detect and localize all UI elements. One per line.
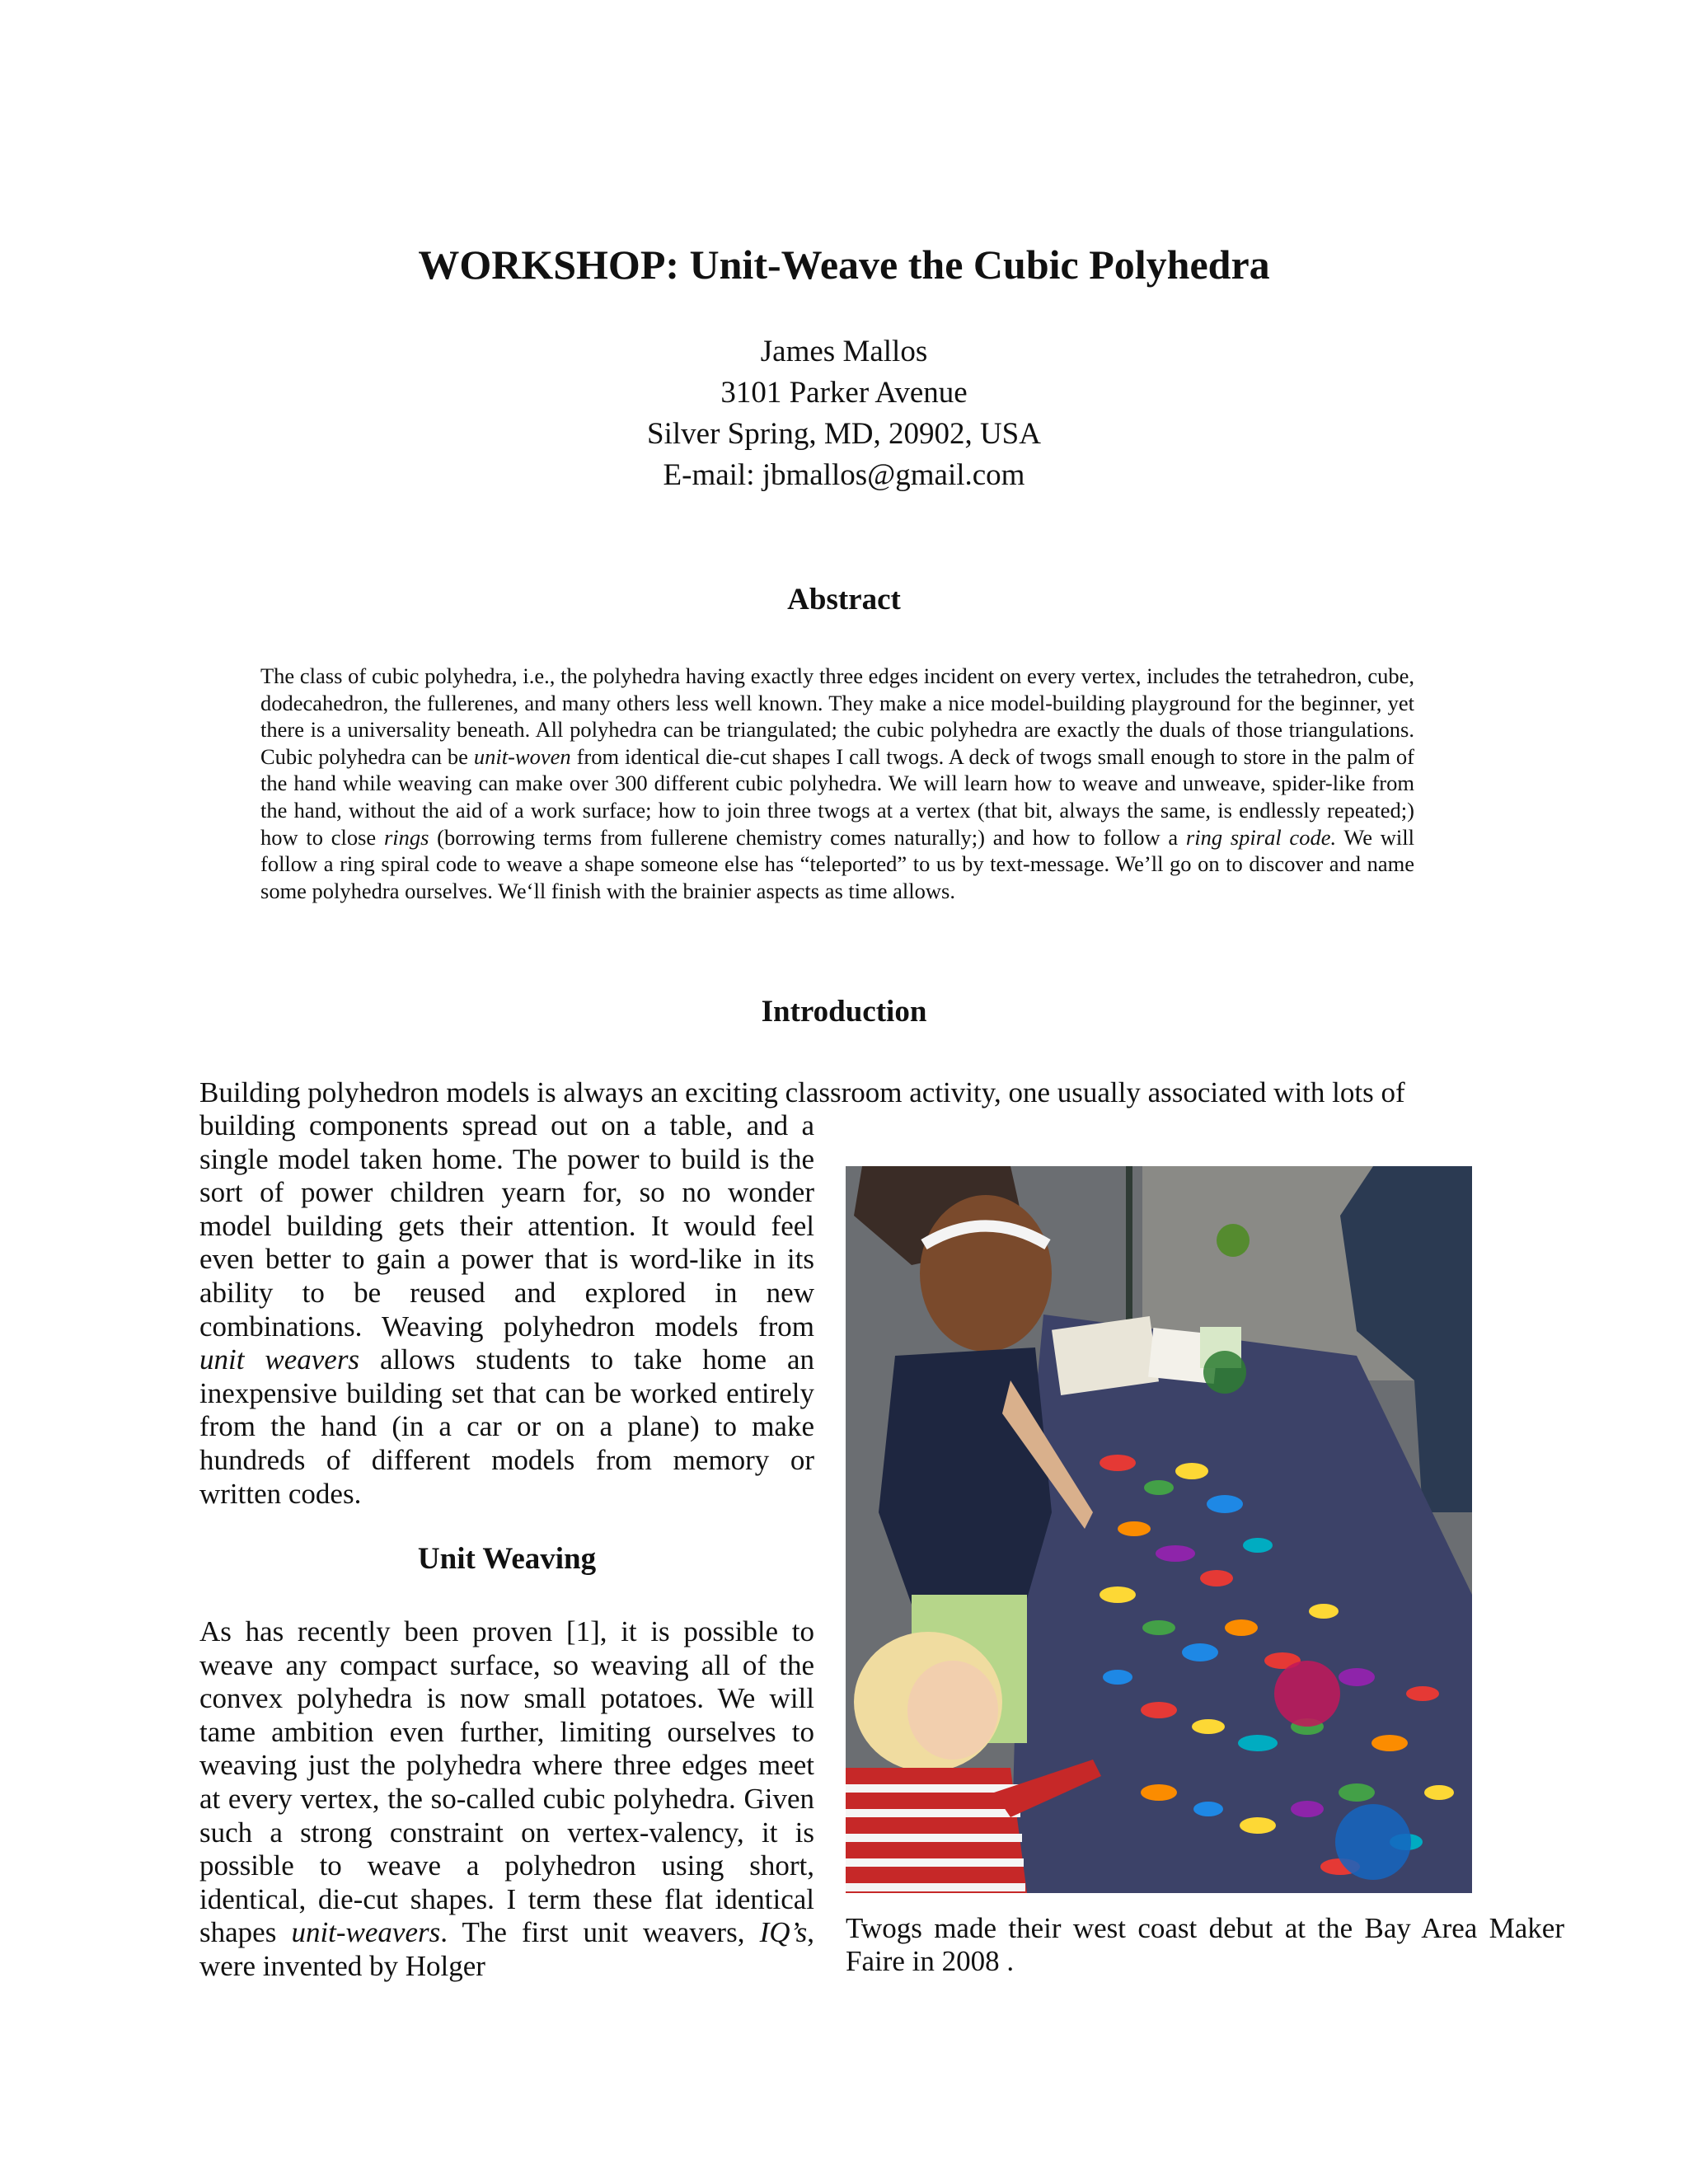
abstract-emphasis: ring spiral code.: [1185, 824, 1337, 850]
photo-woven-model: [1203, 1351, 1246, 1394]
photo-child-face: [907, 1661, 998, 1760]
abstract-text-part: We will follow a ring spiral code to weave a shape someone else has “teleported” to us by text-message. We’ll go on to discover and name some polyhedra ourselves. We‘ll finish with the brainier aspects as time allows.: [260, 824, 1414, 903]
author-email: E-mail: jbmallos@gmail.com: [663, 458, 1025, 492]
photo-paper: [1052, 1316, 1159, 1395]
unit-weaving-emphasis: IQ’s: [759, 1916, 808, 1949]
introduction-heading: Introduction: [761, 995, 927, 1029]
introduction-text: [199, 1109, 814, 1511]
unit-weaving-text-part: . The first unit weavers,: [440, 1916, 760, 1949]
paper-title: WORKSHOP: Unit-Weave the Cubic Polyhedra: [418, 241, 1270, 288]
unit-weaving-text: [199, 1615, 814, 1984]
photo-pole: [1126, 1166, 1132, 1331]
abstract-emphasis: unit-woven: [473, 743, 571, 769]
unit-weaving-heading: Unit Weaving: [417, 1542, 597, 1576]
abstract-text-part: The class of cubic polyhedra, i.e., the polyhedra having exactly three edges incident on every vertex, includes the tetrahedron, cube, dodecahedron, the fullerenes, and many others less well known. They make a nice model-building playground for the beginner, yet there is a universality beneath. All polyhedra can be triangulated; the cubic polyhedra are exactly the duals of those triangulations. Cubic polyhedra can be: [260, 663, 1414, 769]
abstract-text-part: from identical die-cut shapes I call twogs. A deck of twogs small enough to store in the palm of the hand while weaving can make over 300 different cubic polyhedra. We will learn how to weave and unweave, spider-like from the hand, without the aid of a work surface; how to join three twogs at a vertex (that bit, always the same, is endlessly repeated;) how to close: [260, 743, 1414, 850]
introduction-first-line: Building polyhedron models is always an exciting classroom activity, one usually associated with lots of: [199, 1076, 1405, 1108]
photo-illustration: [846, 1166, 1472, 1893]
photo-woven-model: [1274, 1661, 1340, 1727]
unit-weaving-text-part: As has recently been proven [1], it is possible to weave any compact surface, so weaving all of the convex polyhedra is now small potatoes. We will tame ambition even further, limiting ourselves to weaving just the polyhedra where three edges meet at every vertex, the so-called cubic polyhedra. Given such a strong constraint on vertex-valency, it is possible to weave a polyhedron using short, identical, die-cut shapes. I term these flat identical shapes: [199, 1615, 814, 1949]
unit-weaving-emphasis: unit-weavers: [291, 1916, 441, 1949]
introduction-emphasis: unit weavers: [199, 1343, 360, 1376]
abstract-text: [260, 663, 1414, 904]
unit-weaving-text-part: , were invented by Holger: [199, 1916, 815, 1982]
author-name: James Mallos: [760, 335, 928, 368]
author-address-line2: Silver Spring, MD, 20902, USA: [647, 417, 1041, 451]
introduction-text-part: allows students to take home an inexpensive building set that can be worked entirely from the hand (in a car or on a plane) to make hundreds of different models from memory or written codes.: [199, 1343, 814, 1510]
abstract-text-part: (borrowing terms from fullerene chemistry comes naturally;) and how to follow a: [429, 824, 1186, 850]
photo-girl-hair: [920, 1195, 1052, 1352]
abstract-emphasis: rings: [383, 824, 429, 850]
photo-woven-model: [1335, 1804, 1411, 1880]
photo-woven-model: [1217, 1224, 1250, 1257]
author-address-line1: 3101 Parker Avenue: [720, 376, 968, 410]
figure-photo-maker-faire: [846, 1166, 1472, 1893]
introduction-text-part: building components spread out on a table, and a single model taken home. The power to build is the sort of power children yearn for, so no wonder model building gets their attention. It would feel even better to gain a power that is word-like in its ability to be reused and explored in new combinations. Weaving polyhedron models from: [199, 1109, 814, 1343]
abstract-heading: Abstract: [787, 583, 901, 616]
figure-caption: Twogs made their west coast debut at the Bay Area Maker Faire in 2008 .: [846, 1912, 1564, 1977]
author-block: [0, 331, 1688, 496]
